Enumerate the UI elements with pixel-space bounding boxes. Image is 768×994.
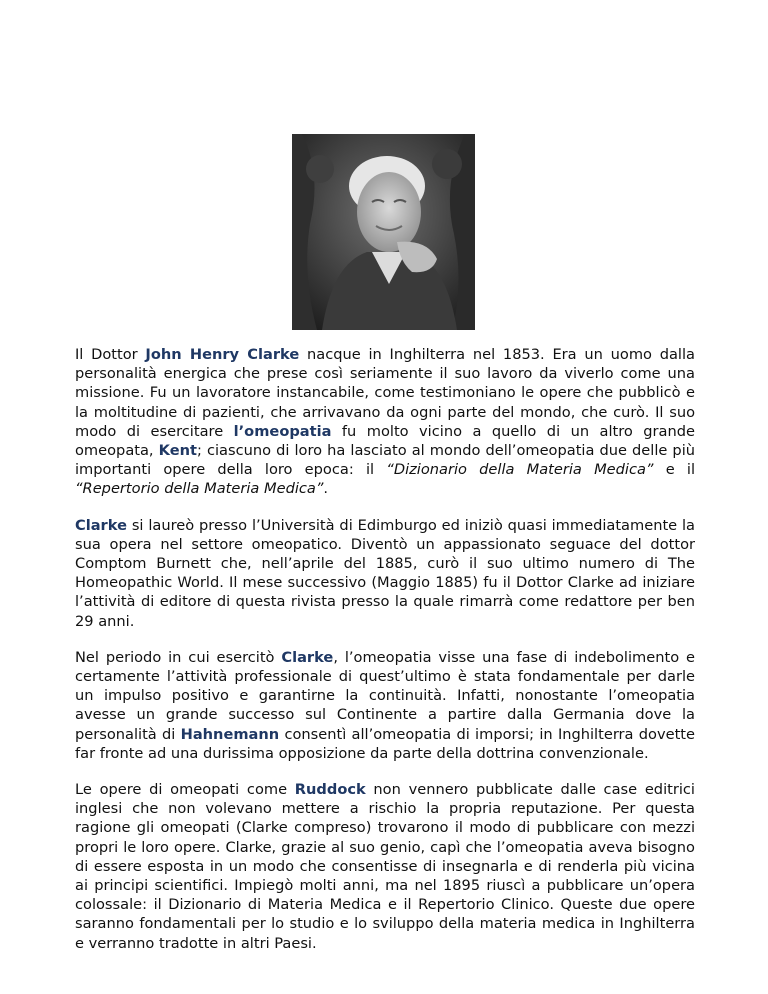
text-segment: Il Dottor	[75, 346, 146, 363]
text-segment: Le opere di omeopati come	[75, 781, 295, 799]
highlighted-name: Hahnemann	[180, 725, 280, 743]
paragraph-1	[75, 345, 695, 499]
paragraph-3	[75, 648, 695, 763]
highlighted-name: John Henry Clarke	[145, 346, 300, 363]
paragraph-2	[75, 516, 695, 631]
highlighted-name: Clarke	[281, 648, 334, 666]
text-segment: ; ciascuno di loro ha lasciato al mondo dell’omeopatia due delle più importanti opere della loro epoca: il	[75, 442, 696, 479]
text-segment: nacque in Inghilterra nel 1853. Era un uomo dalla personalità energica che prese così seriamente il suo lavoro da viverlo come una missione. Fu un lavoratore instancabile, come testimoniano le opere che pubblicò e la moltitudine di pazienti, che arrivavano da ogni parte del mondo, che curò. Il suo modo di esercitare	[75, 346, 695, 440]
text-segment: si laureò presso l’Università di Edimburgo ed iniziò quasi immediatamente la sua opera nel settore omeopatico. Diventò un appassionato seguace del dottor Comptom Burnett che, nell’aprile del 1885, curò il suo ultimo numero di The Homeopathic World. Il mese successivo (Maggio 1885) fu il Dottor Clarke ad iniziare l’attività di editore di questa rivista presso la quale rimarrà come redattore per ben 29 anni.	[75, 516, 695, 630]
portrait-photo	[292, 134, 475, 330]
text-segment: Nel periodo in cui esercitò	[75, 648, 282, 666]
article-body	[75, 345, 695, 970]
text-segment: fu molto vicino a quello di un altro grande omeopata,	[75, 422, 695, 460]
text-segment: e il	[653, 461, 695, 479]
highlighted-name: l’omeopatia	[233, 422, 332, 440]
text-segment: non vennero pubblicate dalle case editrici inglesi che non volevano mettere a rischio la propria reputazione. Per questa ragione gli omeopati (Clarke compreso) trovarono il modo di pubblicare con mezzi propri le loro opere. Clarke, grazie al suo genio, capì che l’omeopatia aveva bisogno di essere esposta in un modo che consentisse di insegnarla e di renderla più vicina ai principi scientifici. Impiegò molti anni, ma nel 1895 riuscì a pubblicare un’opera colossale: il Dizionario di Materia Medica e il Repertorio Clinico. Queste due opere saranno fondamentali per lo studio e lo sviluppo della materia medica in Inghilterra e verranno tradotte in altri Paesi.	[75, 781, 695, 952]
text-segment: .	[323, 480, 329, 498]
italic-title: “Repertorio della Materia Medica”	[75, 480, 324, 498]
paragraph-4	[75, 780, 695, 953]
text-segment: consentì all’omeopatia di imporsi; in Inghilterra dovette far fronte ad una durissima opposizione da parte della dottrina convenzionale.	[75, 725, 696, 762]
text-segment: , l’omeopatia visse una fase di indebolimento e certamente l’attività professionale di quest’ultimo è stata fondamentale per darle un impulso positivo e garantirne la continuità. Infatti, nonostante l’omeopatia avesse un grande successo sul Continente a partire dalla Germania dove la personalità di	[75, 648, 695, 743]
highlighted-name: Kent	[158, 442, 197, 460]
highlighted-name: Clarke	[75, 516, 127, 534]
italic-title: “Dizionario della Materia Medica”	[386, 461, 654, 479]
highlighted-name: Ruddock	[294, 781, 366, 799]
